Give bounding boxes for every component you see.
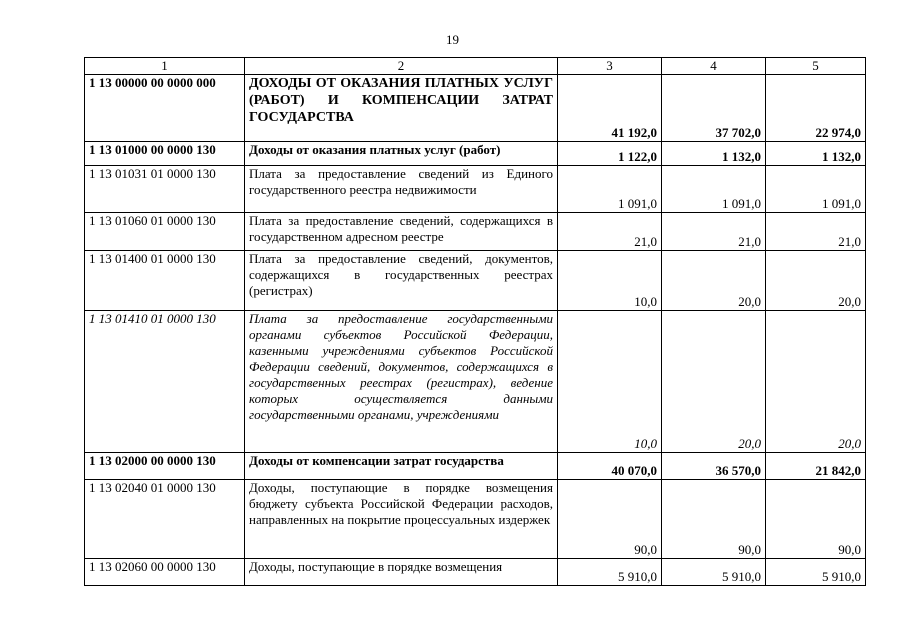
row-code: 1 13 00000 00 0000 000 — [85, 75, 245, 142]
row-value-3: 1 091,0 — [558, 166, 662, 213]
row-value-4: 1 132,0 — [662, 142, 766, 166]
table-row — [85, 75, 866, 142]
row-value-3: 21,0 — [558, 213, 662, 251]
row-value-4: 37 702,0 — [662, 75, 766, 142]
table-row — [85, 453, 866, 480]
row-code: 1 13 01000 00 0000 130 — [85, 142, 245, 166]
table-row — [85, 213, 866, 251]
row-value-4: 90,0 — [662, 480, 766, 559]
table-row — [85, 166, 866, 213]
row-value-4: 1 091,0 — [662, 166, 766, 213]
row-value-3: 10,0 — [558, 311, 662, 453]
row-name: Плата за предоставление сведений, документов, содержащихся в государственных реестрах (регистрах) — [245, 251, 558, 311]
row-value-4: 21,0 — [662, 213, 766, 251]
row-name: Плата за предоставление сведений, содержащихся в государственном адресном реестре — [245, 213, 558, 251]
budget-table — [84, 57, 866, 586]
row-value-5: 90,0 — [766, 480, 866, 559]
row-value-3: 90,0 — [558, 480, 662, 559]
row-name: Доходы от компенсации затрат государства — [245, 453, 558, 480]
row-code: 1 13 01400 01 0000 130 — [85, 251, 245, 311]
row-value-3: 40 070,0 — [558, 453, 662, 480]
column-header: 2 — [245, 58, 558, 75]
row-name: Доходы, поступающие в порядке возмещения бюджету субъекта Российской Федерации расходов, направленных на покрытие процессуальных издержек — [245, 480, 558, 559]
row-value-5: 21,0 — [766, 213, 866, 251]
row-value-3: 41 192,0 — [558, 75, 662, 142]
row-value-5: 1 091,0 — [766, 166, 866, 213]
column-header: 5 — [766, 58, 866, 75]
row-value-3: 5 910,0 — [558, 559, 662, 586]
row-name: ДОХОДЫ ОТ ОКАЗАНИЯ ПЛАТНЫХ УСЛУГ (РАБОТ) И КОМПЕНСАЦИИ ЗАТРАТ ГОСУДАРСТВА — [245, 75, 558, 142]
column-header: 1 — [85, 58, 245, 75]
row-name: Плата за предоставление государственными органами субъектов Российской Федерации, казенными учреждениями субъектов Российской Федерации сведений, документов, содержащихся в государственных реестрах (регистрах), ведение которых осуществляется данными государственными органами, учреждениями — [245, 311, 558, 453]
row-value-4: 5 910,0 — [662, 559, 766, 586]
table-row — [85, 251, 866, 311]
row-value-5: 21 842,0 — [766, 453, 866, 480]
row-code: 1 13 01060 01 0000 130 — [85, 213, 245, 251]
row-value-3: 1 122,0 — [558, 142, 662, 166]
row-name: Доходы от оказания платных услуг (работ) — [245, 142, 558, 166]
row-value-4: 36 570,0 — [662, 453, 766, 480]
row-value-4: 20,0 — [662, 251, 766, 311]
row-value-5: 20,0 — [766, 311, 866, 453]
row-code: 1 13 01410 01 0000 130 — [85, 311, 245, 453]
row-name: Плата за предоставление сведений из Единого государственного реестра недвижимости — [245, 166, 558, 213]
row-code: 1 13 02060 00 0000 130 — [85, 559, 245, 586]
row-value-5: 5 910,0 — [766, 559, 866, 586]
column-header: 3 — [558, 58, 662, 75]
row-value-5: 20,0 — [766, 251, 866, 311]
row-code: 1 13 02040 01 0000 130 — [85, 480, 245, 559]
row-value-3: 10,0 — [558, 251, 662, 311]
row-name: Доходы, поступающие в порядке возмещения — [245, 559, 558, 586]
page-number: 19 — [446, 32, 459, 47]
table-row — [85, 559, 866, 586]
table-row — [85, 142, 866, 166]
row-value-4: 20,0 — [662, 311, 766, 453]
row-code: 1 13 02000 00 0000 130 — [85, 453, 245, 480]
row-value-5: 22 974,0 — [766, 75, 866, 142]
column-header: 4 — [662, 58, 766, 75]
table-row — [85, 311, 866, 453]
row-value-5: 1 132,0 — [766, 142, 866, 166]
table-row — [85, 480, 866, 559]
header-row — [85, 58, 866, 75]
row-code: 1 13 01031 01 0000 130 — [85, 166, 245, 213]
